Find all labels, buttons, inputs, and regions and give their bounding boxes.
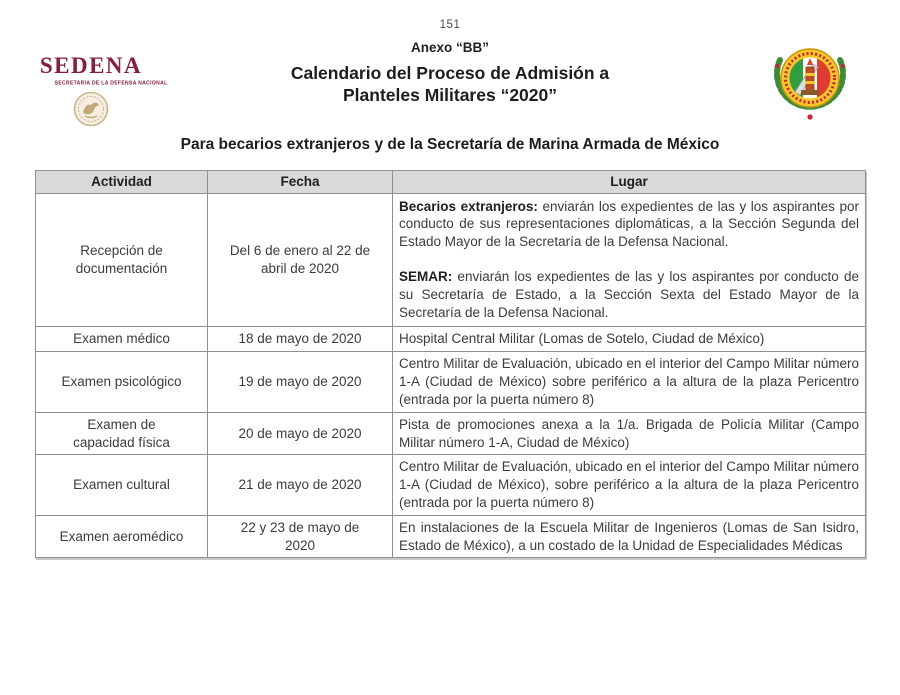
cell-lugar: En instalaciones de la Escuela Militar de Ingenieros (Lomas de San Isidro, Estado de México), a un costado de la Unidad de Especialidades Médicas bbox=[393, 515, 866, 558]
table-row bbox=[36, 412, 866, 455]
page-number: 151 bbox=[439, 19, 461, 31]
table-row bbox=[36, 352, 866, 412]
sedena-wordmark: SEDENA bbox=[39, 53, 143, 78]
sedena-tagline: SECRETARÍA DE LA DEFENSA NACIONAL bbox=[54, 80, 168, 86]
cell-actividad: Examen cultural bbox=[36, 455, 208, 515]
cell-actividad: Examen médico bbox=[36, 327, 208, 352]
cell-actividad: Recepción de documentación bbox=[36, 193, 208, 327]
table-row bbox=[36, 515, 866, 558]
cell-fecha: 18 de mayo de 2020 bbox=[208, 327, 393, 352]
cell-lugar: Centro Militar de Evaluación, ubicado en el interior del Campo Militar número 1-A (Ciudad de México), sobre periférico a la altura de la plaza Pericentro (entrada por la puerta número 8) bbox=[393, 455, 866, 515]
cell-fecha: 22 y 23 de mayo de 2020 bbox=[208, 515, 393, 558]
table-row bbox=[36, 193, 866, 327]
column-header-fecha: Fecha bbox=[208, 170, 393, 193]
cell-actividad: Examen aeromédico bbox=[36, 515, 208, 558]
military-school-emblem-icon bbox=[765, 40, 855, 126]
lugar-paragraph-text: enviarán los expedientes de las y los aspirantes por conducto de sus representaciones diplomáticas, a la Sección Segunda del Estado Mayor de la Secretaría de la Defensa Nacional. bbox=[399, 198, 859, 250]
cell-lugar: Pista de promociones anexa a la 1/a. Brigada de Policía Militar (Campo Militar número 1-A, Ciudad de México) bbox=[393, 412, 866, 455]
lugar-paragraph-lead: SEMAR: bbox=[399, 269, 453, 285]
cell-lugar: Hospital Central Militar (Lomas de Sotelo, Ciudad de México) bbox=[393, 327, 866, 352]
cell-fecha: Del 6 de enero al 22 de abril de 2020 bbox=[208, 193, 393, 327]
table-row bbox=[36, 327, 866, 352]
lugar-paragraph-text: enviarán los expedientes de las y los aspirantes por conducto de su Secretaría de Estado, a la Sección Sexta del Estado Mayor de la Secretaría de la Defensa Nacional. bbox=[399, 269, 859, 320]
cell-actividad: Examen de capacidad física bbox=[36, 412, 208, 455]
cell-fecha: 20 de mayo de 2020 bbox=[208, 412, 393, 455]
lugar-paragraph bbox=[399, 268, 859, 321]
annex-label: Anexo “BB” bbox=[410, 40, 489, 55]
sedena-logo bbox=[26, 53, 168, 132]
cell-fecha: 21 de mayo de 2020 bbox=[208, 455, 393, 515]
admission-calendar-table bbox=[35, 170, 866, 559]
document-title-line2: Planteles Militares “2020” bbox=[343, 85, 557, 106]
document-subtitle: Para becarios extranjeros y de la Secretaría de Marina Armada de México bbox=[180, 135, 720, 153]
cell-lugar bbox=[393, 193, 866, 327]
lugar-paragraph bbox=[399, 198, 859, 251]
column-header-lugar: Lugar bbox=[393, 170, 866, 193]
sedena-eagle-seal-icon bbox=[26, 91, 156, 132]
lugar-paragraph-lead: Becarios extranjeros: bbox=[399, 198, 538, 214]
document-title-line1: Calendario del Proceso de Admisión a bbox=[290, 63, 610, 83]
cell-lugar: Centro Militar de Evaluación, ubicado en el interior del Campo Militar número 1-A (Ciudad de México) sobre periférico a la altura de la plaza Pericentro (entrada por la puerta número 8) bbox=[393, 352, 866, 412]
table-header-row bbox=[36, 170, 866, 193]
cell-fecha: 19 de mayo de 2020 bbox=[208, 352, 393, 412]
column-header-actividad: Actividad bbox=[36, 170, 208, 193]
table-row bbox=[36, 455, 866, 515]
cell-actividad: Examen psicológico bbox=[36, 352, 208, 412]
